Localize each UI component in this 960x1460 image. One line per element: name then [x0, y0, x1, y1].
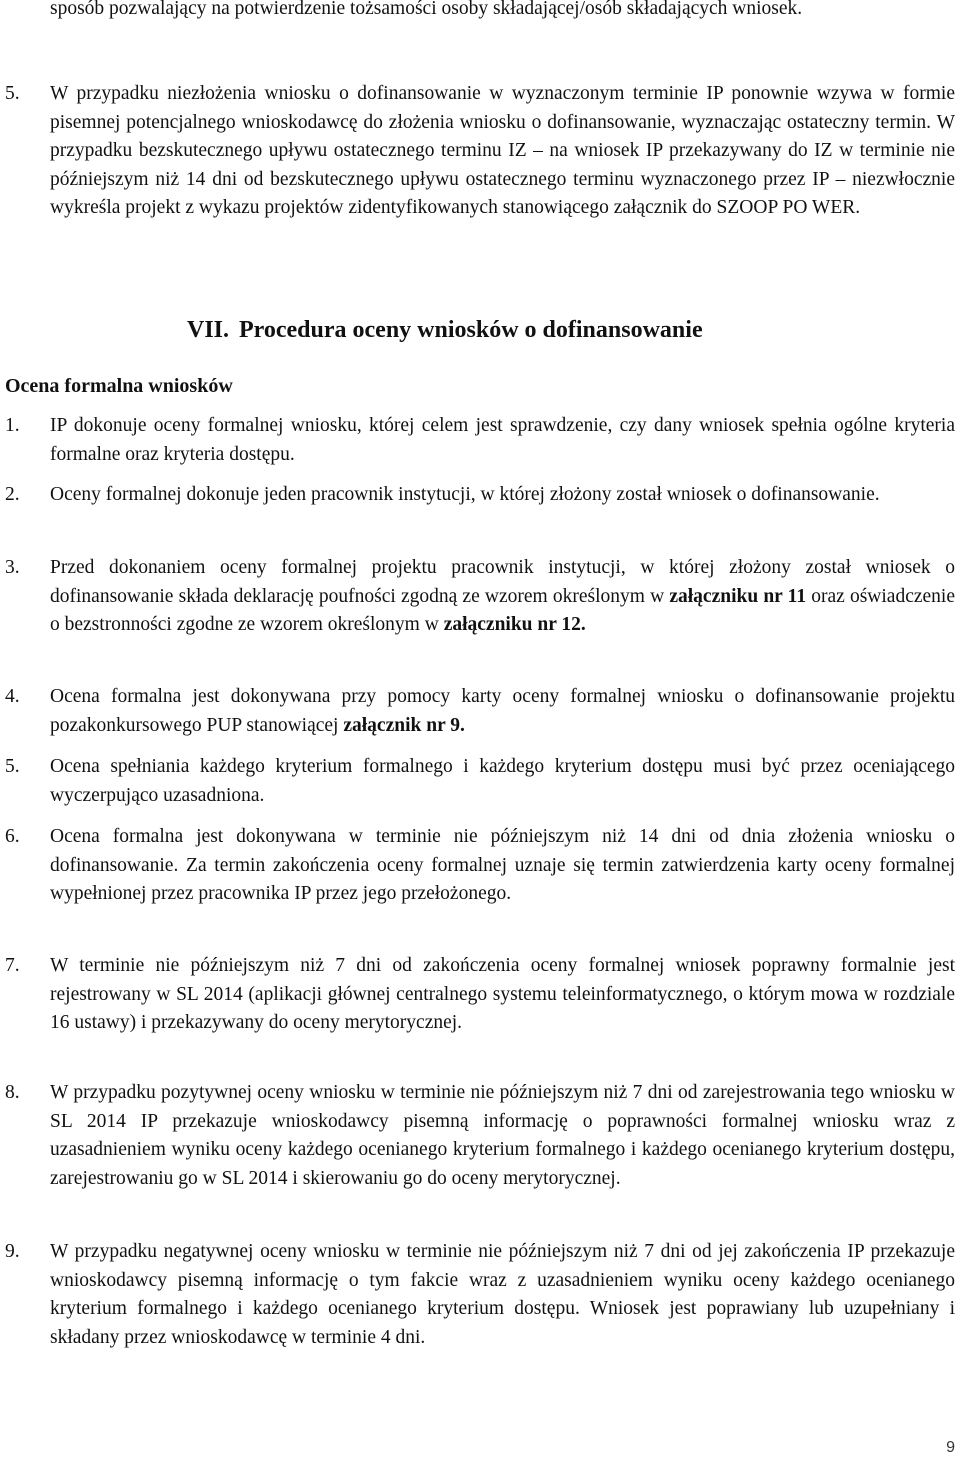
list-item-number: 7.	[5, 955, 20, 976]
section-subheading: Ocena formalna wniosków	[5, 375, 233, 397]
page-number: 9	[946, 1439, 955, 1456]
list-item	[0, 683, 955, 740]
list-item	[0, 823, 955, 909]
list-item	[0, 554, 955, 640]
chapter-title: Procedura oceny wniosków o dofinansowanie	[239, 317, 703, 343]
text-run: W przypadku negatywnej oceny wniosku w terminie nie późniejszym niż 7 dni od jej zakończenia IP przekazuje wnioskodawcy pisemną informację o tym fakcie wraz z uzasadnieniem wyniku oceny każdego ocenianego kryterium formalnego i każdego ocenianego kryterium dostępu. Wniosek jest poprawiany lub uzupełniany i składany przez wnioskodawcę w terminie 4 dni.	[50, 1241, 955, 1348]
list-item-text	[50, 823, 955, 909]
intro-paragraph: sposób pozwalający na potwierdzenie tożsamości osoby składającej/osób składających wniosek.	[50, 0, 803, 19]
list-item-text	[50, 952, 955, 1038]
list-item	[0, 1079, 955, 1193]
text-run: Ocena formalna jest dokonywana przy pomocy karty oceny formalnej wniosku o dofinansowanie projektu pozakonkursowego PUP stanowiącej	[50, 686, 955, 736]
list-item-number: 2.	[5, 484, 20, 505]
list-item-5-previous	[0, 80, 955, 223]
text-run: Oceny formalnej dokonuje jeden pracownik instytucji, w której złożony został wniosek o dofinansowanie.	[50, 484, 880, 505]
text-run: oraz oświadczenie o bezstronności zgodne ze wzorem określonym w	[50, 585, 955, 635]
text-run: Ocena formalna jest dokonywana w terminie nie późniejszym niż 14 dni od dnia złożenia wniosku o dofinansowanie. Za termin zakończenia oceny formalnej uznaje się termin zatwierdzenia karty oceny formalnej wypełnionej przez pracownika IP przez jego przełożonego.	[50, 826, 955, 904]
list-item-number: 4.	[5, 686, 20, 707]
text-run: W terminie nie późniejszym niż 7 dni od zakończenia oceny formalnej wniosek poprawny formalnie jest rejestrowany w SL 2014 (aplikacji głównej centralnego systemu teleinformatycznego, o którym mowa w rozdziale 16 ustawy) i przekazywany do oceny merytorycznej.	[50, 955, 955, 1033]
text-run: IP dokonuje oceny formalnej wniosku, której celem jest sprawdzenie, czy dany wniosek spełnia ogólne kryteria formalne oraz kryteria dostępu.	[50, 415, 955, 465]
list-item-number: 5.	[5, 756, 20, 777]
list-item	[0, 481, 955, 510]
list-item-text	[50, 1238, 955, 1352]
chapter-heading	[187, 315, 703, 345]
list-item	[0, 412, 955, 469]
list-item-text	[50, 1079, 955, 1193]
text-run: W przypadku pozytywnej oceny wniosku w terminie nie późniejszym niż 7 dni od zarejestrowania tego wniosku w SL 2014 IP przekazuje wnioskodawcy pisemną informację o poprawności formalnej wniosku wraz z uzasadnieniem wyniku oceny każdego ocenianego kryterium formalnego i każdego ocenianego kryterium dostępu, zarejestrowaniu go w SL 2014 i skierowaniu go do oceny merytorycznej.	[50, 1082, 955, 1189]
list-item-text	[50, 683, 955, 740]
bold-reference: załączniku nr 11	[669, 585, 807, 607]
text-run: Ocena spełniania każdego kryterium formalnego i każdego kryterium dostępu musi być przez oceniającego wyczerpująco uzasadniona.	[50, 756, 955, 806]
list-item	[0, 952, 955, 1038]
list-item	[0, 753, 955, 810]
list-item-number: 5.	[5, 83, 20, 104]
text-run: Przed dokonaniem oceny formalnej projektu pracownik instytucji, w której złożony został wniosek o dofinansowanie składa deklarację poufności zgodną ze wzorem określonym w	[50, 557, 955, 607]
list-item	[0, 1238, 955, 1352]
list-item-text: W przypadku niezłożenia wniosku o dofinansowanie w wyznaczonym terminie IP ponownie wzywa w formie pisemnej potencjalnego wnioskodawcę do złożenia wniosku o dofinansowanie, wyznaczając ostateczny termin. W przypadku bezskutecznego upływu ostatecznego terminu IZ – na wniosek IP przekazywany do IZ w terminie nie późniejszym niż 14 dni od bezskutecznego upływu ostatecznego terminu wyznaczonego przez IP – niezwłocznie wykreśla projekt z wykazu projektów zidentyfikowanych stanowiącego załącznik do SZOOP PO WER.	[50, 83, 955, 218]
list-item-text	[50, 753, 955, 810]
list-item-text	[50, 554, 955, 640]
list-item-text	[50, 481, 955, 510]
list-item-number: 8.	[5, 1082, 20, 1103]
chapter-number: VII.	[187, 317, 230, 343]
bold-reference: załącznik nr 9.	[343, 714, 465, 736]
list-item-number: 6.	[5, 826, 20, 847]
list-item-text	[50, 412, 955, 469]
list-item-number: 3.	[5, 557, 20, 578]
bold-reference: załączniku nr 12.	[443, 614, 586, 635]
list-item-number: 9.	[5, 1241, 20, 1262]
list-item-number: 1.	[5, 415, 20, 436]
